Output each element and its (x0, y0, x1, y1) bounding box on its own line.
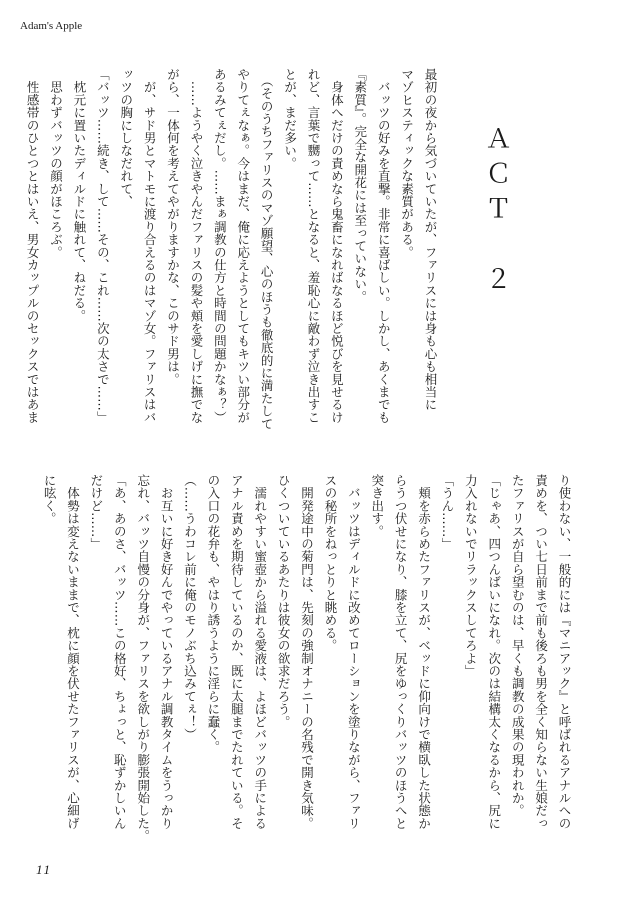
text-line: やりてぇなぁ。今はまだ、俺に応えようとしてもキツい部分が (235, 68, 251, 424)
text-line: ひくついているあたりは彼女の欲求だろう。 (276, 474, 292, 728)
text-line: らうつ伏せになり、膝を立て、尻をゆっくりバッツのほうへと (393, 474, 409, 830)
text-line: たファリスが自ら望むのは、早くも調教の成果の現われか。 (510, 474, 526, 817)
text-line: ッツの胸にしなだれて、 (118, 68, 134, 208)
text-line: 身体へだけの責めなら鬼畜になればなるほど悦びを見せるけ (329, 68, 345, 424)
text-line: バッツはディルドに改めてローションを塗りながら、ファリ (346, 474, 362, 830)
text-line: 「あ、あのさ、バッツ……この格好、ちょっと、恥ずかしいん (112, 474, 128, 830)
text-line: 枕元に置いたディルドに触れて、ねだる。 (71, 68, 87, 322)
text-line: が、サド男とマトモに渡り合えるのはマゾ女。ファリスはバ (142, 68, 158, 424)
text-line: 体勢は変えないままで、枕に顔を伏せたファリスが、心細げ (65, 474, 81, 830)
text-line: だけど……」 (88, 474, 104, 551)
text-line: り使わない、一般的には『マニアック』と呼ばれるアナルへの (557, 474, 572, 830)
text-line: 「じゃあ、四つんばいになれ。次のは結構太くなるから、尻に (486, 474, 502, 830)
page-number: 11 (36, 862, 53, 877)
text-line: に呟く。 (42, 474, 58, 525)
text-line: 責めを、つい七日前まで前も後ろも男を全く知らない生娘だっ (533, 474, 549, 830)
text-line: 濡れやすい蜜壺から溢れる愛液は、よほどバッツの手による (252, 474, 268, 830)
chapter-title: ＡＣＴ ２ (482, 125, 511, 300)
text-line: マゾヒスティックな素質がある。 (399, 68, 415, 259)
text-line: の入口の花弁も、やはり誘うように淫らに蠢く。 (205, 474, 221, 754)
text-line: 力入れないでリラックスしてろよ」 (463, 474, 479, 678)
text-line: 開発途中の菊門は、先刻の強制オナニーの名残で開き気味。 (299, 474, 315, 830)
text-line: スの秘所をねっとりと眺める。 (322, 474, 338, 652)
text-line: とが、まだ多い。 (282, 68, 298, 170)
upper-text-block (21, 68, 442, 431)
text-line: 「うん……」 (439, 474, 455, 551)
lower-text-block (38, 474, 576, 849)
text-line: 思わずバッツの顔がほころぶ。 (48, 68, 64, 259)
text-line: 突き出す。 (369, 474, 385, 538)
text-line: ……ようやく泣きやんだファリスの髪や頬を愛しげに撫でな (188, 68, 204, 424)
running-header: Adam's Apple (20, 20, 83, 32)
text-line: 忘れ、バッツ自慢の分身が、ファリスを欲しがり膨張開始した。 (135, 474, 151, 843)
text-line: あるみてぇだし。……まぁ調教の仕方と時間の問題かなぁ？） (212, 68, 228, 424)
text-line: 頬を赤らめたファリスが、ベッドに仰向けで横臥した状態か (416, 474, 432, 830)
text-line: がら、一体何を考えてやがりますかな、このサド男は。 (165, 68, 181, 386)
text-line: （そのうちファリスのマゾ願望、心のほうも徹底的に満たして (259, 68, 275, 431)
text-line: れど、言葉で嬲って……となると、羞恥心に敵わず泣き出すこ (305, 68, 321, 424)
text-line: 「バッツ……続き、して……その、これ……次の太さで……」 (95, 68, 111, 424)
text-line: アナル責めを期待しているのか、既に太腿までたれている。そ (229, 474, 245, 830)
text-line: 性感帯のひとつとはいえ、男女カップルのセックスではあま (25, 68, 41, 424)
text-line: （……うわコレ前に俺のモノぶち込みてぇ！） (182, 474, 198, 741)
text-line: バッツの好みを直撃。非常に喜ばしい。しかし、あくまでも (376, 68, 392, 424)
text-line: 『素質』。完全な開花には至っていない。 (352, 68, 368, 304)
text-line: お互いに好き好んでやっているアナル調教タイムをうっかり (159, 474, 175, 830)
text-line: 最初の夜から気づいていたが、ファリスには身も心も相当に (423, 68, 438, 411)
